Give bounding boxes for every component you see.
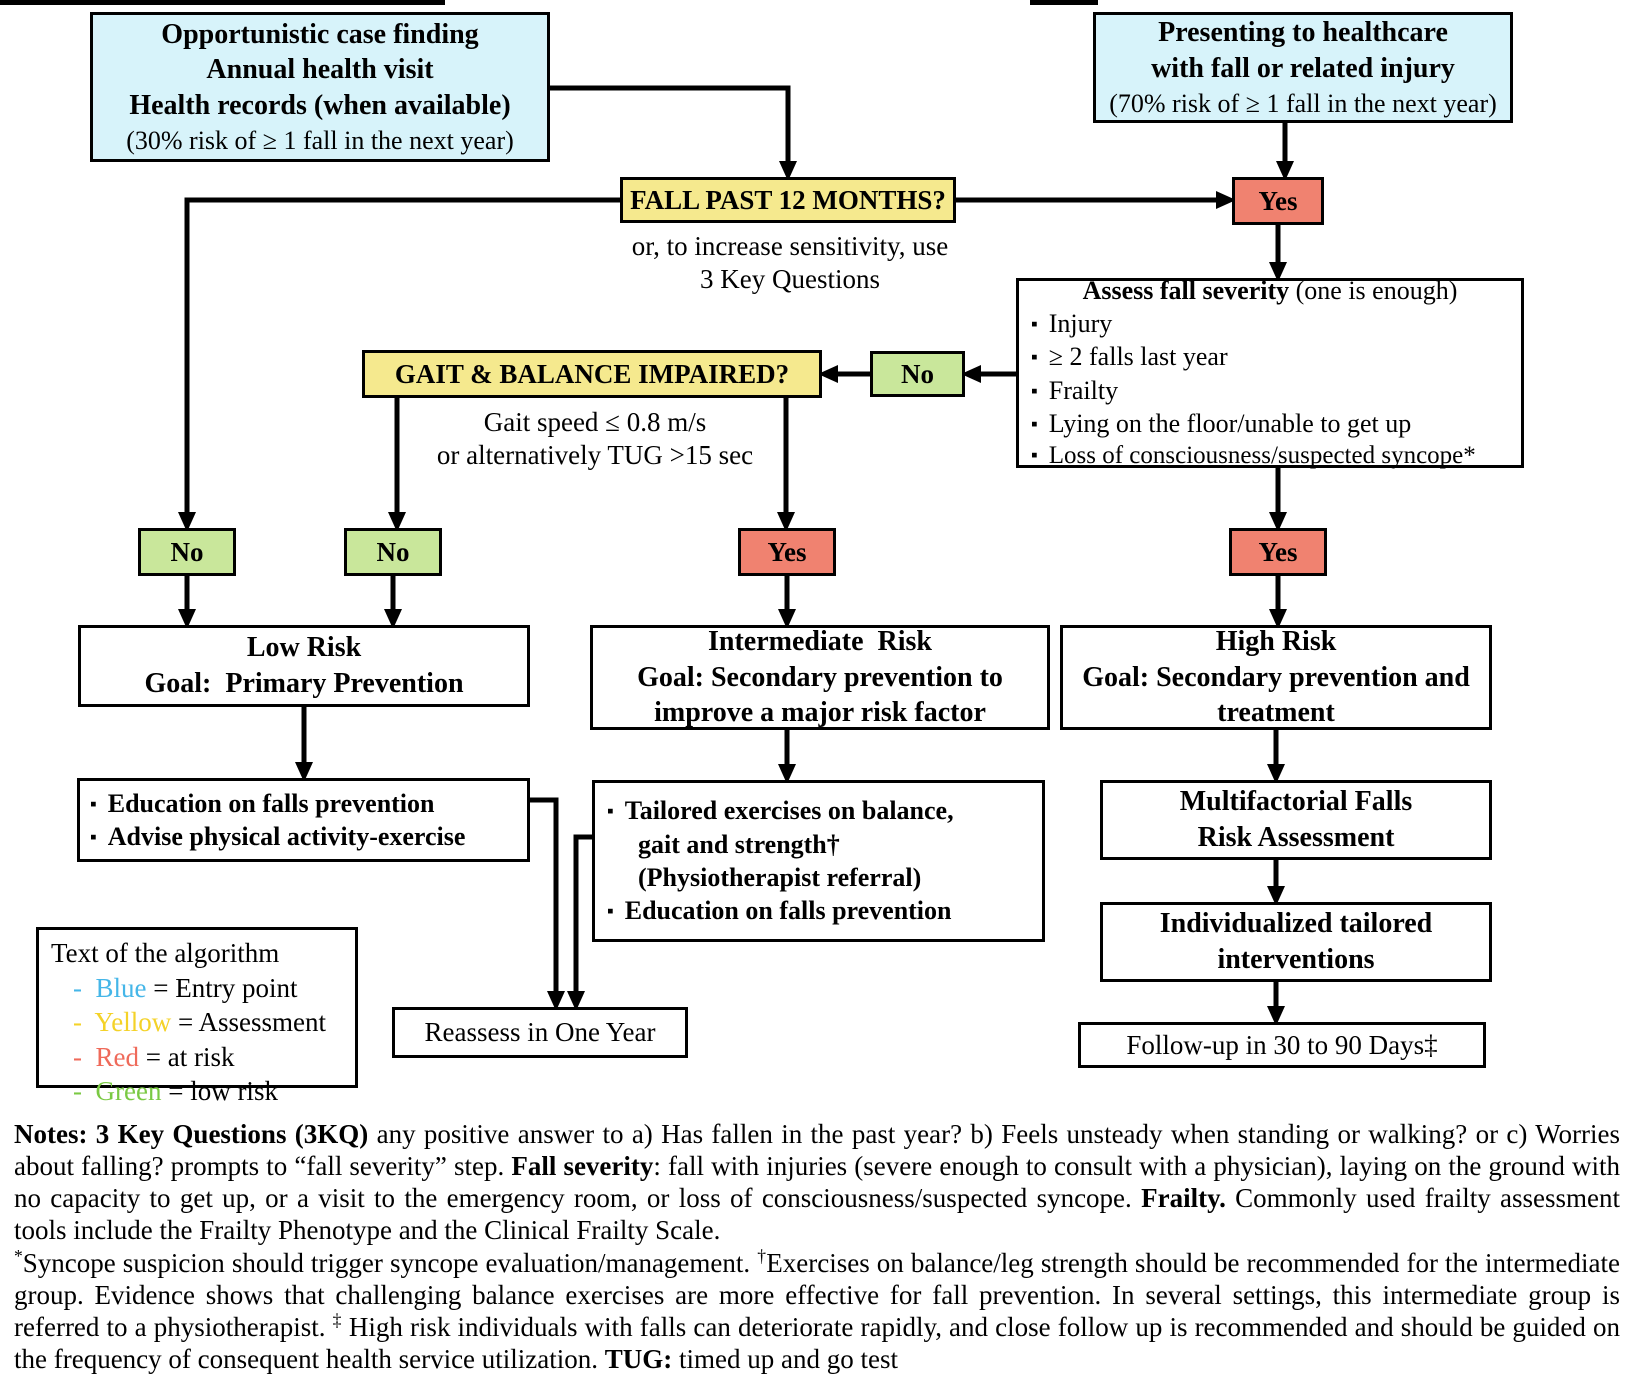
bullet-square-icon: ▪ (1031, 445, 1038, 467)
multifactorial-line: Risk Assessment (1197, 822, 1395, 853)
decision-yes-intermediate-box (738, 528, 836, 576)
entry-presenting-risk-note: (70% risk of ≥ 1 fall in the next year) (1109, 88, 1497, 118)
fall-question-hint-line: or, to increase sensitivity, use (631, 231, 949, 261)
fall-past-12-months-box (620, 177, 956, 223)
decision-yes-top-label: Yes (1258, 185, 1298, 216)
entry-opportunistic-line: Health records (when available) (129, 90, 511, 122)
intermediate-risk-line: improve a major risk factor (654, 697, 986, 729)
multifactorial-line: Multifactorial Falls (1179, 786, 1413, 818)
decision-no-mid-label: No (376, 536, 410, 567)
fall-question-hint-line: 3 Key Questions (700, 263, 880, 294)
assess-bullet-item (1031, 407, 1411, 440)
low-risk-line: Low Risk (246, 632, 362, 664)
decision-no-left-box (138, 528, 236, 576)
entry-opportunistic-line: Opportunistic case finding (161, 18, 479, 50)
legend-item-red: - Red = at risk (73, 1041, 235, 1072)
decision-no-mid-box (344, 528, 442, 576)
assess-bullet-text: Injury (1048, 309, 1113, 339)
legend-item-blue: - Blue = Entry point (73, 972, 298, 1003)
gait-balance-impaired-box (362, 350, 822, 398)
high-risk-line: High Risk (1215, 625, 1337, 657)
bullet-square-icon: ▪ (1031, 314, 1038, 336)
entry-opportunistic-box (90, 12, 550, 162)
bullet-square-icon: ▪ (607, 801, 614, 823)
intermediate-action-text: Education on falls prevention (624, 896, 952, 926)
decision-no-gait-label: No (901, 358, 934, 389)
assess-bullet-text: Loss of consciousness/suspected syncope* (1048, 442, 1476, 470)
assess-fall-severity-title: Assess fall severity (one is enough) (1082, 275, 1458, 305)
gait-question-hint-line: or alternatively TUG >15 sec (436, 439, 754, 470)
intermediate-action-item (607, 794, 954, 827)
gait-balance-impaired-label: GAIT & BALANCE IMPAIRED? (394, 358, 790, 389)
bullet-square-icon: ▪ (607, 901, 614, 923)
top-border-fragment-right (1030, 0, 1098, 5)
entry-presenting-line: Presenting to healthcare (1158, 17, 1448, 49)
fall-question-hint (560, 230, 1020, 296)
individualized-line: interventions (1217, 944, 1375, 975)
bullet-square-icon: ▪ (90, 793, 97, 815)
assess-bullet-text: Frailty (1048, 375, 1119, 405)
low-action-item (90, 787, 435, 820)
intermediate-risk-line: Goal: Secondary prevention to (637, 661, 1003, 693)
assess-fall-severity-box (1016, 275, 1524, 470)
footnote-paragraph-symbols: *Syncope suspicion should trigger syncope evaluation/management. †Exercises on balance/leg strength should be recommended for the intermediate group. Evidence shows that challenging balance exercises are more effective for fall prevention. In several settings, this intermediate group is referred to a physiotherapist. ‡ High risk individuals with falls can deteriorate rapidly, and close follow up is recommended and should be guided on the frequency of consequent health service utilization. TUG: timed up and go test (14, 1245, 1621, 1374)
entry-opportunistic-line: Annual health visit (206, 54, 434, 86)
intermediate-action-text: Tailored exercises on balance, (624, 796, 954, 826)
bullet-square-icon: ▪ (90, 827, 97, 848)
multifactorial-assessment-box (1100, 780, 1492, 860)
entry-opportunistic-risk-note: (30% risk of ≥ 1 fall in the next year) (126, 126, 514, 156)
entry-presenting-line: with fall or related injury (1151, 52, 1455, 84)
assess-bullet-item (1031, 340, 1228, 373)
fall-past-12-months-label: FALL PAST 12 MONTHS? (630, 184, 946, 215)
gait-question-hint-line: Gait speed ≤ 0.8 m/s (483, 407, 707, 437)
assess-bullet-text: Lying on the floor/unable to get up (1048, 408, 1412, 438)
assess-bullet-text: ≥ 2 falls last year (1048, 342, 1228, 372)
high-risk-box (1060, 625, 1492, 730)
bullet-square-icon: ▪ (1031, 380, 1038, 402)
high-risk-line: treatment (1217, 697, 1335, 729)
assess-bullet-item (1031, 440, 1476, 472)
high-risk-line: Goal: Secondary prevention and (1082, 661, 1470, 693)
gait-question-hint (380, 406, 810, 472)
reassess-box (392, 1007, 688, 1058)
low-risk-box (78, 625, 530, 707)
intermediate-risk-box (590, 625, 1050, 730)
low-risk-actions-box (77, 778, 530, 862)
bullet-square-icon: ▪ (1031, 413, 1038, 435)
footnote-paragraph-definitions: Notes: 3 Key Questions (3KQ) any positive answer to a) Has fallen in the past year? b) Feels unsteady when standing or walking? or c) Worries about falling? prompts to “fall severity” step. Fall severity: fall with injuries (severe enough to consult with a physician), laying on the ground with no capacity to get up, or a visit to the emergency room, or loss of consciousness/suspected syncope. Frailty. Commonly used frailty assessment tools include the Frailty Phenotype and the Clinical Frailty Scale. (14, 1119, 1621, 1246)
legend-item-green: - Green = low risk (73, 1076, 278, 1107)
decision-yes-high-box (1229, 528, 1327, 576)
entry-presenting-box (1093, 12, 1513, 123)
legend-title: Text of the algorithm (51, 938, 280, 968)
followup-box (1078, 1022, 1486, 1068)
intermediate-risk-line: Intermediate Risk (708, 625, 932, 657)
decision-yes-intermediate-label: Yes (767, 536, 807, 567)
followup-label: Follow-up in 30 to 90 Days‡ (1126, 1029, 1438, 1060)
individualized-interventions-box (1100, 902, 1492, 982)
assess-bullet-item (1031, 374, 1118, 407)
legend-item-yellow: - Yellow = Assessment (73, 1007, 327, 1038)
footnotes (14, 1118, 1620, 1375)
decision-yes-top-box (1232, 177, 1324, 225)
intermediate-action-continuation: (Physiotherapist referral) (638, 863, 922, 892)
decision-yes-high-label: Yes (1258, 536, 1298, 567)
decision-no-left-label: No (170, 536, 204, 567)
top-border-fragment-left (0, 0, 445, 5)
low-action-text: Education on falls prevention (107, 788, 435, 818)
low-risk-line: Goal: Primary Prevention (144, 668, 464, 699)
legend-box (36, 927, 358, 1107)
decision-no-gait-box (870, 351, 965, 397)
intermediate-actions-box (592, 780, 1045, 942)
assess-bullet-item (1031, 307, 1112, 340)
intermediate-action-item (607, 894, 952, 927)
reassess-label: Reassess in One Year (424, 1017, 656, 1048)
low-action-text: Advise physical activity-exercise (107, 822, 466, 851)
individualized-line: Individualized tailored (1159, 908, 1433, 940)
intermediate-action-continuation: gait and strength† (638, 829, 840, 859)
bullet-square-icon: ▪ (1031, 347, 1038, 369)
low-action-item (90, 820, 465, 853)
